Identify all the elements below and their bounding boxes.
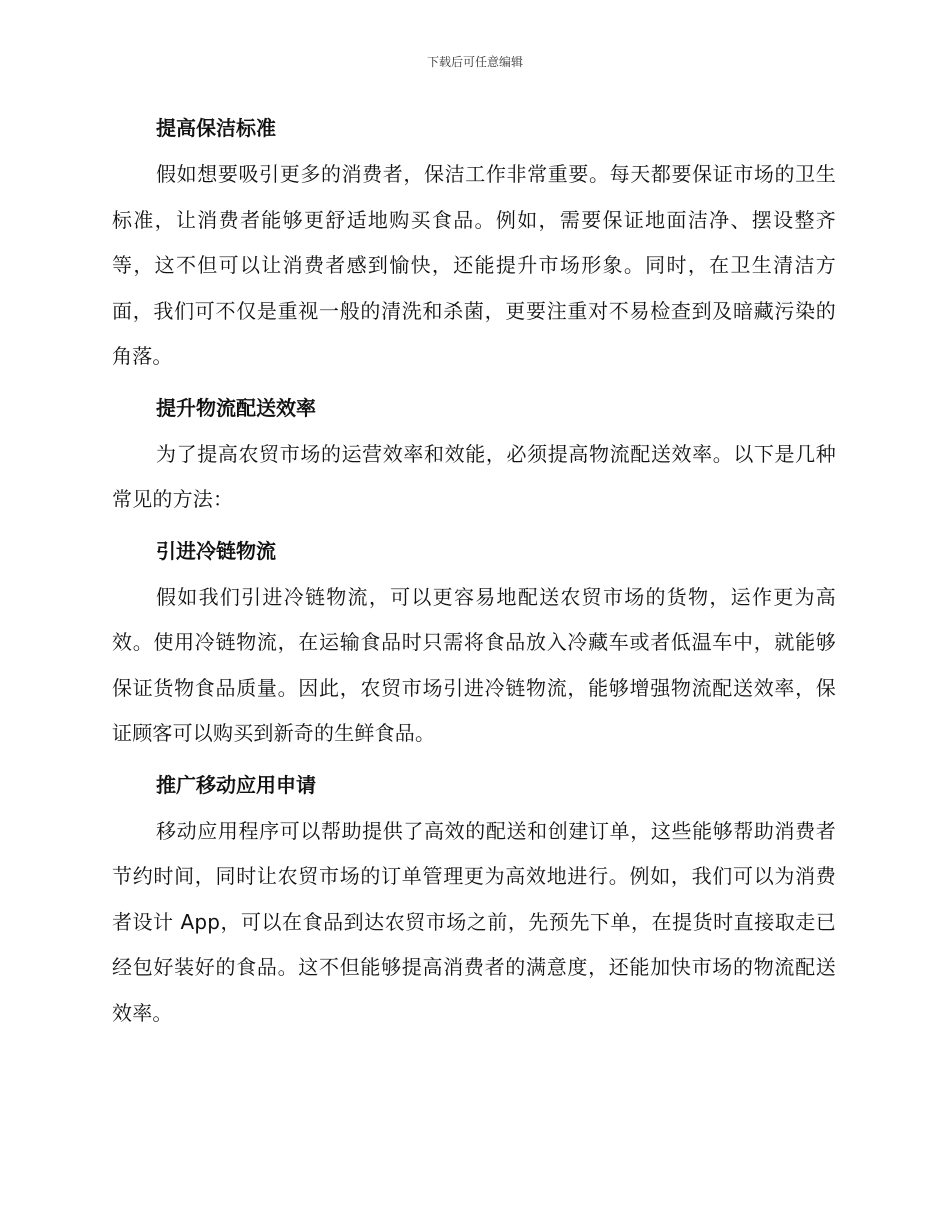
section-heading: 引进冷链物流 (156, 538, 276, 563)
spacer (112, 567, 836, 575)
section-heading: 提高保洁标准 (156, 116, 276, 140)
section-cleaning-standard (112, 112, 836, 392)
spacer (112, 424, 836, 432)
section-paragraph: 假如我们引进冷链物流，可以更容易地配送农贸市场的货物，运作更为高效。使用冷链物流，在运输食品时只需将食品放入冷藏车或者低温车中，就能够保证货物食品质量。因此，农贸市场引进冷链物流，能够增强物流配送效率，保证顾客可以购买到新奇的生鲜食品。 (112, 584, 836, 745)
section-cold-chain (112, 535, 836, 769)
spacer (112, 757, 836, 769)
section-mobile-app (112, 769, 836, 1037)
section-heading: 提升物流配送效率 (156, 395, 316, 420)
section-paragraph: 假如想要吸引更多的消费者，保洁工作非常重要。每天都要保证市场的卫生标准，让消费者能够更舒适地购买食品。例如，需要保证地面洁净、摆设整齐等，这不但可以让消费者感到愉快，还能提升市场形象。同时，在卫生清洁方面，我们可不仅是重视一般的清洗和杀菌，更要注重对不易检查到及暗藏污染的角落。 (112, 162, 836, 368)
document-body (112, 112, 836, 1036)
spacer (112, 801, 836, 809)
spacer (112, 144, 836, 152)
spacer (112, 523, 836, 535)
section-paragraph: 移动应用程序可以帮助提供了高效的配送和创建订单，这些能够帮助消费者节约时间，同时让农贸市场的订单管理更为高效地进行。例如，我们可以为消费者设计 App，可以在食品到达农贸市场之前，先预先下单，在提货时直接取走已经包好装好的食品。这不但能够提高消费者的满意度，还能加快市场的物流配送效率。 (112, 818, 836, 1025)
section-heading: 推广移动应用申请 (156, 772, 316, 797)
section-paragraph: 为了提高农贸市场的运营效率和效能，必须提高物流配送效率。以下是几种常见的方法： (112, 441, 836, 511)
section-logistics-efficiency (112, 392, 836, 535)
page-header-note: 下载后可任意编辑 (426, 55, 523, 69)
spacer (112, 380, 836, 392)
